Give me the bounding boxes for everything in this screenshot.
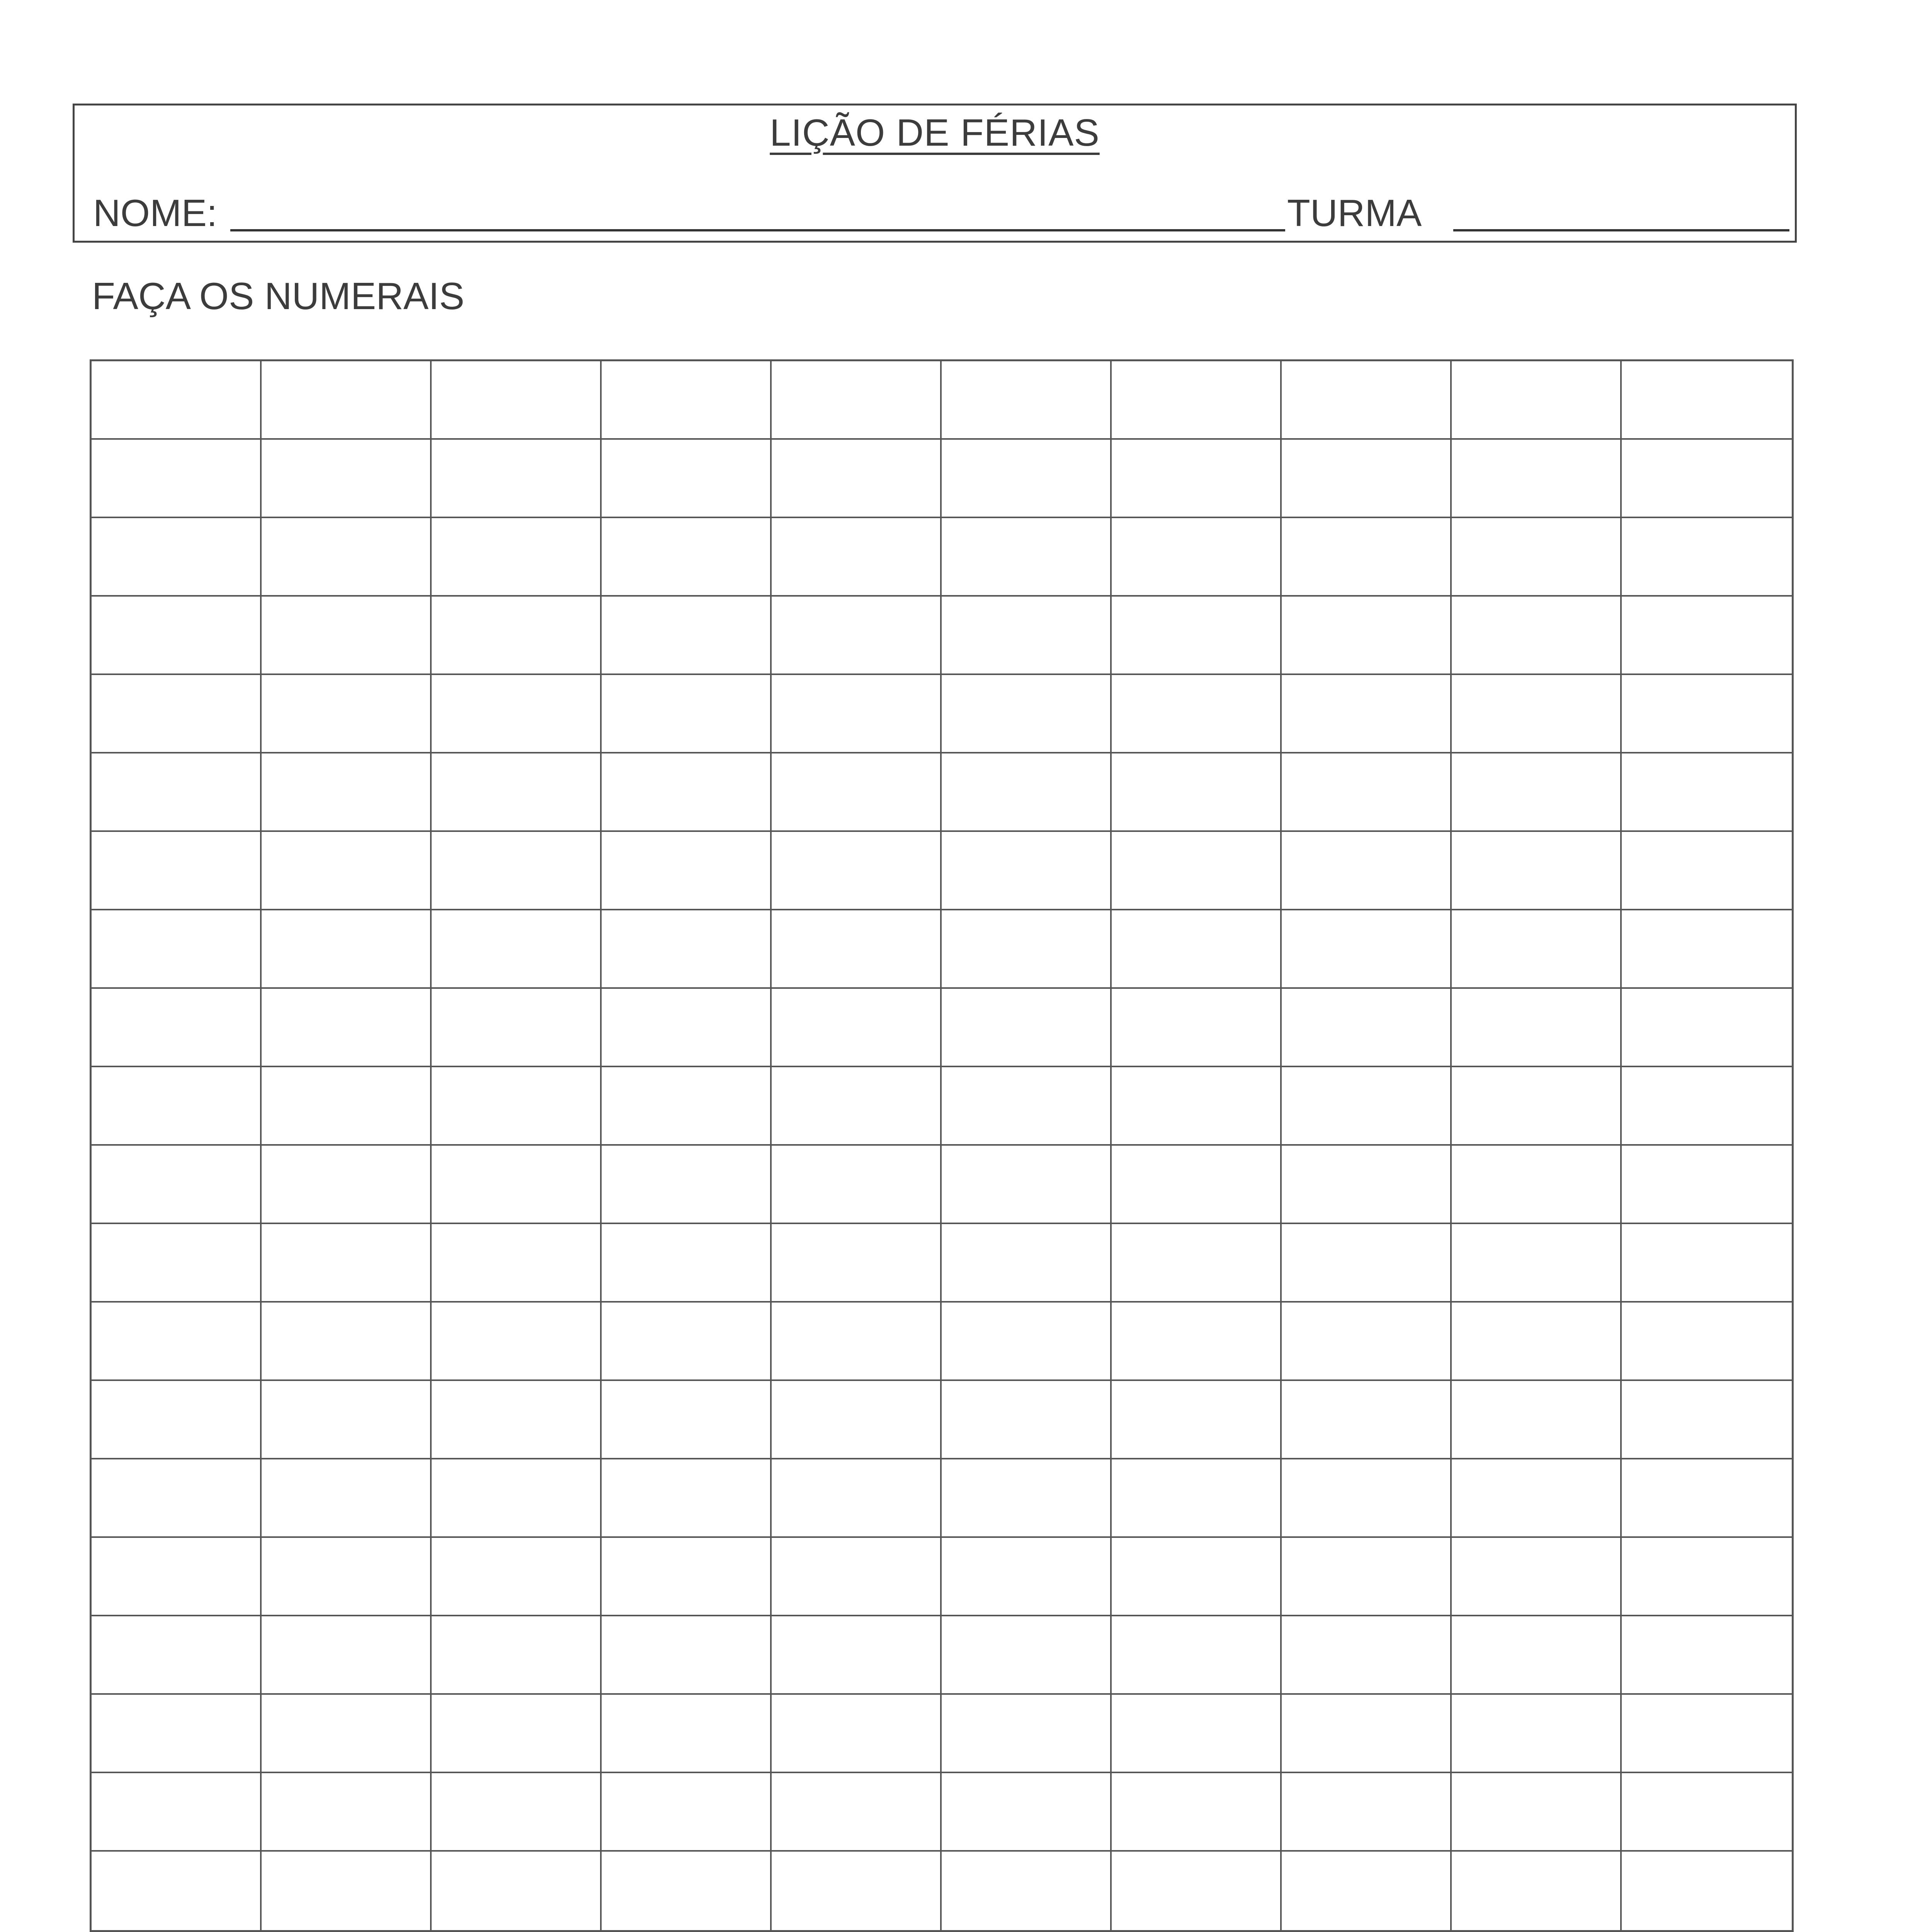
grid-cell[interactable] <box>942 989 1112 1067</box>
grid-cell[interactable] <box>1282 832 1452 910</box>
grid-cell[interactable] <box>1452 1695 1622 1773</box>
grid-cell[interactable] <box>602 1616 772 1695</box>
grid-cell[interactable] <box>1112 1303 1282 1381</box>
grid-cell[interactable] <box>1282 1538 1452 1616</box>
grid-cell[interactable] <box>1452 1067 1622 1146</box>
grid-cell[interactable] <box>602 440 772 518</box>
grid-cell[interactable] <box>1112 753 1282 832</box>
grid-cell[interactable] <box>262 910 432 989</box>
grid-cell[interactable] <box>1282 753 1452 832</box>
grid-cell[interactable] <box>262 675 432 753</box>
grid-cell[interactable] <box>1282 1381 1452 1459</box>
grid-cell[interactable] <box>262 1067 432 1146</box>
grid-cell[interactable] <box>602 1146 772 1224</box>
grid-cell[interactable] <box>772 753 942 832</box>
grid-cell[interactable] <box>1452 597 1622 675</box>
grid-cell[interactable] <box>1622 440 1792 518</box>
grid-cell[interactable] <box>262 440 432 518</box>
grid-cell[interactable] <box>1622 753 1792 832</box>
grid-cell[interactable] <box>262 1616 432 1695</box>
grid-cell[interactable] <box>1282 361 1452 440</box>
grid-cell[interactable] <box>942 1616 1112 1695</box>
grid-cell[interactable] <box>1622 1459 1792 1538</box>
grid-cell[interactable] <box>1622 518 1792 597</box>
grid-cell[interactable] <box>1112 910 1282 989</box>
grid-cell[interactable] <box>432 910 602 989</box>
grid-cell[interactable] <box>1452 1303 1622 1381</box>
grid-cell[interactable] <box>432 1303 602 1381</box>
grid-cell[interactable] <box>432 1459 602 1538</box>
grid-cell[interactable] <box>92 1146 262 1224</box>
grid-cell[interactable] <box>432 1224 602 1303</box>
grid-cell[interactable] <box>942 440 1112 518</box>
grid-cell[interactable] <box>432 1852 602 1930</box>
grid-cell[interactable] <box>1452 989 1622 1067</box>
grid-cell[interactable] <box>772 910 942 989</box>
grid-cell[interactable] <box>1282 1067 1452 1146</box>
grid-cell[interactable] <box>1282 989 1452 1067</box>
grid-cell[interactable] <box>942 753 1112 832</box>
grid-cell[interactable] <box>772 597 942 675</box>
grid-cell[interactable] <box>602 1067 772 1146</box>
grid-cell[interactable] <box>1452 1616 1622 1695</box>
name-field-line[interactable] <box>230 229 1285 231</box>
grid-cell[interactable] <box>92 1616 262 1695</box>
grid-cell[interactable] <box>1112 1146 1282 1224</box>
grid-cell[interactable] <box>1282 1852 1452 1930</box>
grid-cell[interactable] <box>92 361 262 440</box>
grid-cell[interactable] <box>1112 1381 1282 1459</box>
grid-cell[interactable] <box>602 1695 772 1773</box>
grid-cell[interactable] <box>1112 1459 1282 1538</box>
grid-cell[interactable] <box>1622 1695 1792 1773</box>
grid-cell[interactable] <box>772 1773 942 1852</box>
grid-cell[interactable] <box>1282 1616 1452 1695</box>
grid-cell[interactable] <box>942 597 1112 675</box>
grid-cell[interactable] <box>602 832 772 910</box>
grid-cell[interactable] <box>92 1695 262 1773</box>
grid-cell[interactable] <box>262 832 432 910</box>
grid-cell[interactable] <box>1452 440 1622 518</box>
grid-cell[interactable] <box>772 1538 942 1616</box>
grid-cell[interactable] <box>432 1773 602 1852</box>
grid-cell[interactable] <box>772 1852 942 1930</box>
grid-cell[interactable] <box>772 989 942 1067</box>
grid-cell[interactable] <box>1452 1538 1622 1616</box>
grid-cell[interactable] <box>92 1381 262 1459</box>
grid-cell[interactable] <box>942 1146 1112 1224</box>
grid-cell[interactable] <box>92 832 262 910</box>
name-class-row <box>93 191 1778 238</box>
grid-cell[interactable] <box>262 1381 432 1459</box>
grid-cell[interactable] <box>1622 1303 1792 1381</box>
grid-cell[interactable] <box>432 1616 602 1695</box>
grid-cell[interactable] <box>1622 1146 1792 1224</box>
grid-cell[interactable] <box>262 1303 432 1381</box>
grid-cell[interactable] <box>1112 832 1282 910</box>
grid-cell[interactable] <box>772 675 942 753</box>
grid-cell[interactable] <box>432 1695 602 1773</box>
grid-instruction: FAÇA OS NUMERAIS <box>92 275 464 317</box>
grid-cell[interactable] <box>92 1224 262 1303</box>
grid-cell[interactable] <box>1282 440 1452 518</box>
grid-cell[interactable] <box>262 1695 432 1773</box>
grid-cell[interactable] <box>92 910 262 989</box>
grid-cell[interactable] <box>942 1224 1112 1303</box>
grid-cell[interactable] <box>432 518 602 597</box>
grid-cell[interactable] <box>942 1695 1112 1773</box>
grid-cell[interactable] <box>262 753 432 832</box>
grid-cell[interactable] <box>1622 1616 1792 1695</box>
grid-cell[interactable] <box>1282 1773 1452 1852</box>
grid-cell[interactable] <box>432 440 602 518</box>
grid-cell[interactable] <box>602 1303 772 1381</box>
grid-cell[interactable] <box>432 1146 602 1224</box>
grid-cell[interactable] <box>1282 1695 1452 1773</box>
grid-cell[interactable] <box>772 1616 942 1695</box>
grid-cell[interactable] <box>1622 832 1792 910</box>
grid-cell[interactable] <box>772 1067 942 1146</box>
grid-cell[interactable] <box>262 1773 432 1852</box>
grid-cell[interactable] <box>1282 1224 1452 1303</box>
grid-cell[interactable] <box>1622 989 1792 1067</box>
grid-cell[interactable] <box>92 1067 262 1146</box>
grid-cell[interactable] <box>1452 1381 1622 1459</box>
grid-cell[interactable] <box>1452 1773 1622 1852</box>
grid-cell[interactable] <box>1452 361 1622 440</box>
grid-cell[interactable] <box>1452 675 1622 753</box>
grid-cell[interactable] <box>262 1224 432 1303</box>
grid-cell[interactable] <box>1112 1695 1282 1773</box>
grid-cell[interactable] <box>1282 1459 1452 1538</box>
grid-cell[interactable] <box>1282 1146 1452 1224</box>
grid-cell[interactable] <box>602 1852 772 1930</box>
grid-cell[interactable] <box>942 1381 1112 1459</box>
grid-cell[interactable] <box>602 753 772 832</box>
grid-cell[interactable] <box>772 1146 942 1224</box>
grid-cell[interactable] <box>602 989 772 1067</box>
grid-cell[interactable] <box>602 361 772 440</box>
grid-cell[interactable] <box>1452 1146 1622 1224</box>
grid-cell[interactable] <box>1622 910 1792 989</box>
grid-cell[interactable] <box>942 1852 1112 1930</box>
grid-cell[interactable] <box>1112 518 1282 597</box>
grid-cell[interactable] <box>1112 1067 1282 1146</box>
grid-cell[interactable] <box>1282 675 1452 753</box>
grid-cell[interactable] <box>432 675 602 753</box>
grid-cell[interactable] <box>432 832 602 910</box>
grid-cell[interactable] <box>772 440 942 518</box>
grid-cell[interactable] <box>92 1459 262 1538</box>
grid-cell[interactable] <box>262 1146 432 1224</box>
grid-cell[interactable] <box>432 361 602 440</box>
grid-cell[interactable] <box>92 1538 262 1616</box>
grid-cell[interactable] <box>92 1852 262 1930</box>
grid-cell[interactable] <box>92 1303 262 1381</box>
grid-cell[interactable] <box>1112 1224 1282 1303</box>
grid-cell[interactable] <box>92 597 262 675</box>
grid-cell[interactable] <box>602 597 772 675</box>
grid-cell[interactable] <box>1452 910 1622 989</box>
grid-cell[interactable] <box>772 832 942 910</box>
grid-cell[interactable] <box>1112 1538 1282 1616</box>
grid-cell[interactable] <box>942 910 1112 989</box>
grid-cell[interactable] <box>602 675 772 753</box>
grid-cell[interactable] <box>1112 597 1282 675</box>
grid-cell[interactable] <box>92 440 262 518</box>
grid-cell[interactable] <box>1622 675 1792 753</box>
worksheet-title: LIÇÃO DE FÉRIAS <box>770 111 1100 154</box>
grid-cell[interactable] <box>772 361 942 440</box>
grid-cell[interactable] <box>602 910 772 989</box>
grid-cell[interactable] <box>92 518 262 597</box>
grid-cell[interactable] <box>262 989 432 1067</box>
grid-cell[interactable] <box>432 1067 602 1146</box>
grid-cell[interactable] <box>772 1381 942 1459</box>
grid-cell[interactable] <box>602 1538 772 1616</box>
grid-cell[interactable] <box>942 1459 1112 1538</box>
grid-cell[interactable] <box>772 518 942 597</box>
grid-cell[interactable] <box>262 1538 432 1616</box>
grid-cell[interactable] <box>1282 1303 1452 1381</box>
grid-cell[interactable] <box>1622 361 1792 440</box>
grid-cell[interactable] <box>1452 1459 1622 1538</box>
grid-cell[interactable] <box>1452 1224 1622 1303</box>
grid-cell[interactable] <box>1622 1852 1792 1930</box>
grid-cell[interactable] <box>942 675 1112 753</box>
grid-cell[interactable] <box>772 1303 942 1381</box>
grid-cell[interactable] <box>942 361 1112 440</box>
grid-cell[interactable] <box>1452 753 1622 832</box>
grid-cell[interactable] <box>262 1459 432 1538</box>
grid-cell[interactable] <box>942 832 1112 910</box>
grid-cell[interactable] <box>1112 1616 1282 1695</box>
grid-cell[interactable] <box>92 753 262 832</box>
grid-cell[interactable] <box>1622 1538 1792 1616</box>
grid-cell[interactable] <box>1452 832 1622 910</box>
grid-cell[interactable] <box>1452 1852 1622 1930</box>
header-box <box>73 104 1797 243</box>
grid-cell[interactable] <box>432 1538 602 1616</box>
grid-cell[interactable] <box>942 1067 1112 1146</box>
grid-cell[interactable] <box>432 989 602 1067</box>
class-field-line[interactable] <box>1453 229 1789 231</box>
grid-cell[interactable] <box>92 989 262 1067</box>
grid-cell[interactable] <box>942 1303 1112 1381</box>
grid-cell[interactable] <box>1112 1852 1282 1930</box>
grid-cell[interactable] <box>602 518 772 597</box>
grid-cell[interactable] <box>1622 1067 1792 1146</box>
grid-cell[interactable] <box>1622 1381 1792 1459</box>
grid-cell[interactable] <box>602 1459 772 1538</box>
grid-cell[interactable] <box>602 1773 772 1852</box>
grid-cell[interactable] <box>772 1459 942 1538</box>
numeral-writing-grid <box>90 359 1794 1932</box>
grid-cell[interactable] <box>1452 518 1622 597</box>
grid-cell[interactable] <box>942 1538 1112 1616</box>
name-label: NOME: <box>93 192 218 234</box>
grid-cell[interactable] <box>1112 675 1282 753</box>
grid-cell[interactable] <box>942 1773 1112 1852</box>
grid-cell[interactable] <box>92 675 262 753</box>
grid-cell[interactable] <box>1112 440 1282 518</box>
grid-cell[interactable] <box>1112 361 1282 440</box>
grid-cell[interactable] <box>1282 597 1452 675</box>
grid-cell[interactable] <box>772 1695 942 1773</box>
grid-cell[interactable] <box>262 518 432 597</box>
grid-cell[interactable] <box>432 597 602 675</box>
class-label: TURMA <box>1287 192 1422 234</box>
grid-cell[interactable] <box>602 1224 772 1303</box>
grid-cell[interactable] <box>1622 1773 1792 1852</box>
grid-cell[interactable] <box>1622 597 1792 675</box>
grid-cell[interactable] <box>262 361 432 440</box>
grid-cell[interactable] <box>942 518 1112 597</box>
grid-cell[interactable] <box>92 1773 262 1852</box>
grid-cell[interactable] <box>602 1381 772 1459</box>
grid-cell[interactable] <box>262 597 432 675</box>
grid-cell[interactable] <box>1282 910 1452 989</box>
grid-cell[interactable] <box>262 1852 432 1930</box>
grid-cell[interactable] <box>1112 989 1282 1067</box>
grid-cell[interactable] <box>432 753 602 832</box>
grid-cell[interactable] <box>432 1381 602 1459</box>
grid-cell[interactable] <box>1282 518 1452 597</box>
grid-cell[interactable] <box>1112 1773 1282 1852</box>
grid-cell[interactable] <box>772 1224 942 1303</box>
grid-cell[interactable] <box>1622 1224 1792 1303</box>
